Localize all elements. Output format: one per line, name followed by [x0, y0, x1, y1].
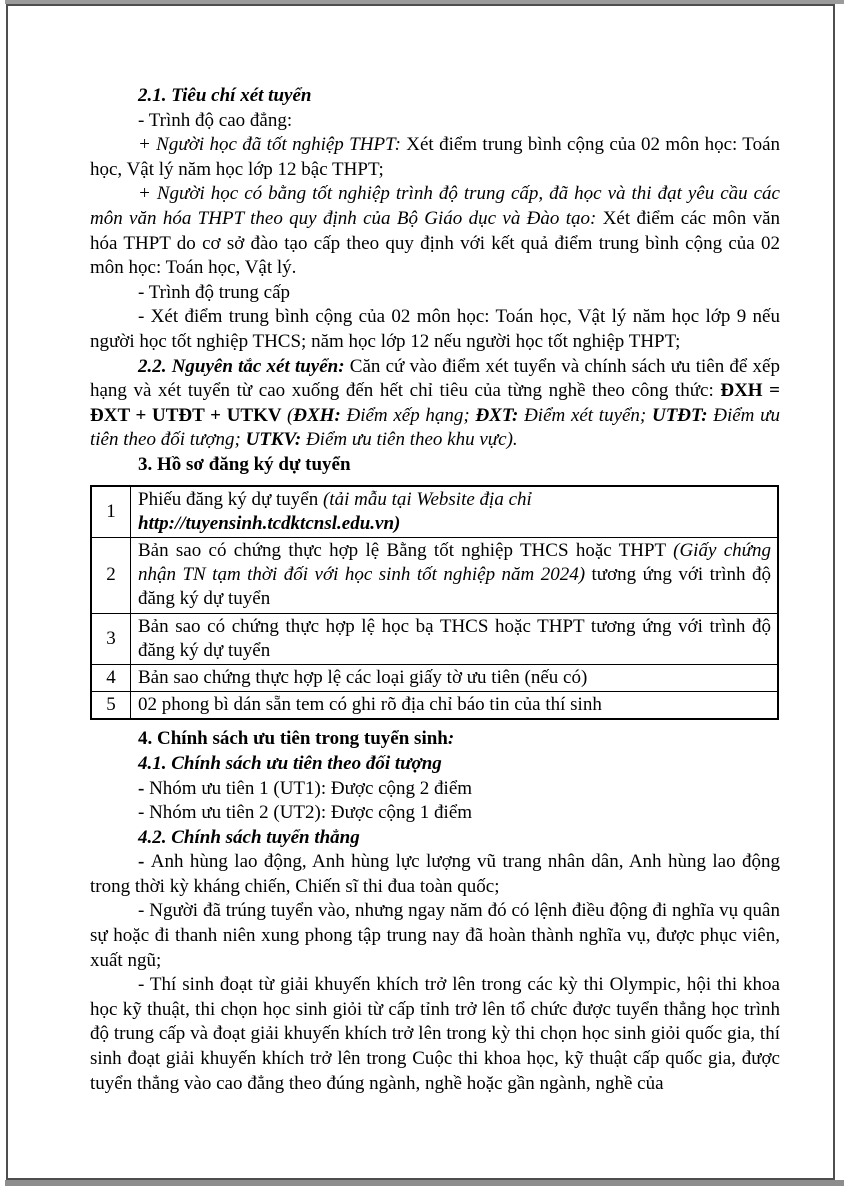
- text-run: - Nhóm ưu tiên 2 (UT2): Được cộng 1 điểm: [138, 802, 473, 824]
- section-4-heading: [90, 727, 780, 752]
- text-run: + Người học có bằng tốt nghiệp trình độ trung cấp, đã học và thi đạt yêu cầu các môn văn hóa THPT theo quy định của Bộ Giáo dục và Đào tạo:: [90, 183, 780, 229]
- dossier-table: [90, 485, 779, 721]
- text-run: ĐXH = ĐXT + UTĐT + UTKV: [90, 380, 780, 426]
- text-run: UTKV:: [245, 429, 302, 451]
- text-run: 3. Hồ sơ đăng ký dự tuyển: [138, 453, 351, 475]
- text-run: ĐXH:: [293, 404, 341, 426]
- section-4-1-heading: [90, 752, 780, 777]
- row-description-cell: [131, 537, 779, 613]
- table-row: [91, 537, 778, 613]
- viewer-bottom-edge: [5, 1180, 844, 1186]
- row-description-cell: [131, 692, 779, 720]
- para-nhom-uu-tien-2: [90, 801, 780, 826]
- text-run: Phiếu đăng ký dự tuyển: [138, 488, 323, 510]
- section-4-2-heading: [90, 826, 780, 851]
- text-run: :: [447, 728, 455, 750]
- para-trinh-do-trung-cap: [90, 281, 780, 306]
- text-run: 2.2. Nguyên tắc xét tuyển:: [138, 355, 345, 377]
- text-run: Điểm ưu tiên theo đối tượng;: [90, 404, 780, 451]
- para-nhom-uu-tien-1: [90, 777, 780, 802]
- text-run: 02 phong bì dán sẵn tem có ghi rõ địa chỉ báo tin của thí sinh: [138, 694, 602, 716]
- text-run: - Thí sinh đoạt từ giải khuyến khích trở lên trong các kỳ thi Olympic, hội thi khoa học kỹ thuật, thi chọn học sinh giỏi từ cấp tỉnh trở lên tổ chức được tuyển thẳng học trình độ trung cấp và đoạt giải khuyến khích trở lên trong kỳ thi chọn học sinh giỏi quốc gia, thí sinh đoạt giải khuyến khích trở lên trong Cuộc thi khoa học, kỹ thuật cấp quốc gia, được tuyển thẳng vào cao đẳng theo đúng ngành, nghề hoặc gần ngành, nghề của: [90, 974, 780, 1094]
- text-run: (Giấy chứng nhận TN tạm thời đối với học sinh tốt nghiệp năm 2024): [138, 539, 771, 586]
- para-tot-nghiep-thpt: [90, 133, 780, 182]
- text-run: + Người học đã tốt nghiệp THPT:: [138, 134, 401, 156]
- text-run: Điểm xét tuyển;: [518, 404, 652, 426]
- text-run: 4.1. Chính sách ưu tiên theo đối tượng: [138, 752, 442, 774]
- text-run: Anh hùng lao động, Anh hùng lực lượng vũ trang nhân dân, Anh hùng lao động trong thời kỳ kháng chiến, Chiến sĩ thi đua toàn quốc;: [90, 851, 781, 897]
- text-run: ĐXT:: [475, 404, 519, 426]
- text-run: -: [138, 777, 150, 799]
- row-number-cell: 5: [91, 692, 131, 720]
- text-run: - Trình độ trung cấp: [138, 281, 290, 303]
- para-bang-trung-cap: [90, 182, 780, 280]
- text-run: Bản sao chứng thực hợp lệ các loại giấy tờ ưu tiên (nếu có): [138, 666, 588, 688]
- para-anh-hung: [90, 850, 780, 899]
- text-run: 4. Chính sách ưu tiên trong tuyển sinh: [138, 728, 448, 750]
- text-run: Bản sao có chứng thực hợp lệ Bằng tốt nghiệp THCS hoặc THPT: [138, 539, 674, 561]
- row-description-cell: [131, 664, 779, 691]
- text-run: Nhóm ưu tiên 1 (UT1): Được cộng 2 điểm: [149, 777, 473, 799]
- row-number-cell: 3: [91, 613, 131, 664]
- text-run: - Trình độ cao đẳng:: [138, 109, 293, 131]
- text-run: Xét điểm các môn văn hóa THPT do cơ sở đào tạo cấp theo quy định với kết quả điểm trung bình cộng của 02 môn học: Toán học, Vật lý.: [90, 207, 780, 279]
- table-row: [91, 613, 778, 664]
- row-description-cell: [131, 486, 779, 538]
- row-number-cell: 1: [91, 486, 131, 538]
- table-row: [91, 486, 778, 538]
- text-run: 2.1. Tiêu chí xét tuyển: [138, 85, 312, 106]
- text-run: - Xét điểm trung bình cộng của 02 môn học: Toán học, Vật lý năm học lớp 9 nếu người học tốt nghiệp THCS; năm học lớp 12 nếu người học tốt nghiệp THPT;: [90, 306, 780, 352]
- section-2-2-nguyen-tac: [90, 355, 780, 453]
- row-number-cell: 2: [91, 537, 131, 613]
- text-run: UTĐT:: [651, 404, 708, 426]
- text-run: Căn cứ vào điểm xét tuyển và chính sách ưu tiên để xếp hạng và xét tuyển từ cao xuống đến hết chỉ tiêu của từng nghề theo công thức:: [90, 355, 780, 402]
- dossier-table-body: [91, 486, 778, 720]
- text-run: Xét điểm trung bình cộng của 02 môn học: Toán học, Vật lý năm học lớp 12 bậc THPT;: [90, 134, 781, 180]
- table-row: [91, 692, 778, 720]
- text-run: - Người đã trúng tuyển vào, nhưng ngay năm đó có lệnh điều động đi nghĩa vụ quân sự hoặc đi thanh niên xung phong tập trung nay đã hoàn thành nghĩa vụ, được phục viên, xuất ngũ;: [90, 900, 780, 971]
- row-description-cell: [131, 613, 779, 664]
- para-trinh-do-cao-dang: [90, 109, 780, 134]
- text-run: -: [138, 851, 151, 873]
- text-run: Bản sao có chứng thực hợp lệ học bạ THCS hoặc THPT tương ứng với trình độ đăng ký dự tuyển: [138, 615, 771, 661]
- text-run: Điểm ưu tiên theo khu vực).: [301, 429, 518, 451]
- text-run: 4.2. Chính sách tuyển thẳng: [138, 826, 360, 848]
- section-2-1-heading: [90, 84, 780, 109]
- para-nguoi-da-trung-tuyen: [90, 899, 780, 973]
- text-run: http://tuyensinh.tcdktcnsl.edu.vn): [138, 512, 401, 534]
- page-content: [90, 84, 780, 1096]
- section-priority-policy: [90, 727, 780, 1096]
- para-xet-diem-trung-binh: [90, 305, 780, 354]
- text-run: (: [286, 404, 294, 426]
- para-thi-sinh-doat-giai: [90, 973, 780, 1096]
- table-row: [91, 664, 778, 691]
- document-page: [6, 4, 835, 1180]
- section-3-heading: [90, 453, 780, 478]
- text-run: (tải mẫu tại Website địa chỉ: [322, 488, 532, 510]
- section-admission-criteria: [90, 84, 780, 478]
- text-run: Điểm xếp hạng;: [340, 404, 476, 426]
- text-run: tương ứng với trình độ đăng ký dự tuyển: [138, 564, 771, 610]
- row-number-cell: 4: [91, 664, 131, 691]
